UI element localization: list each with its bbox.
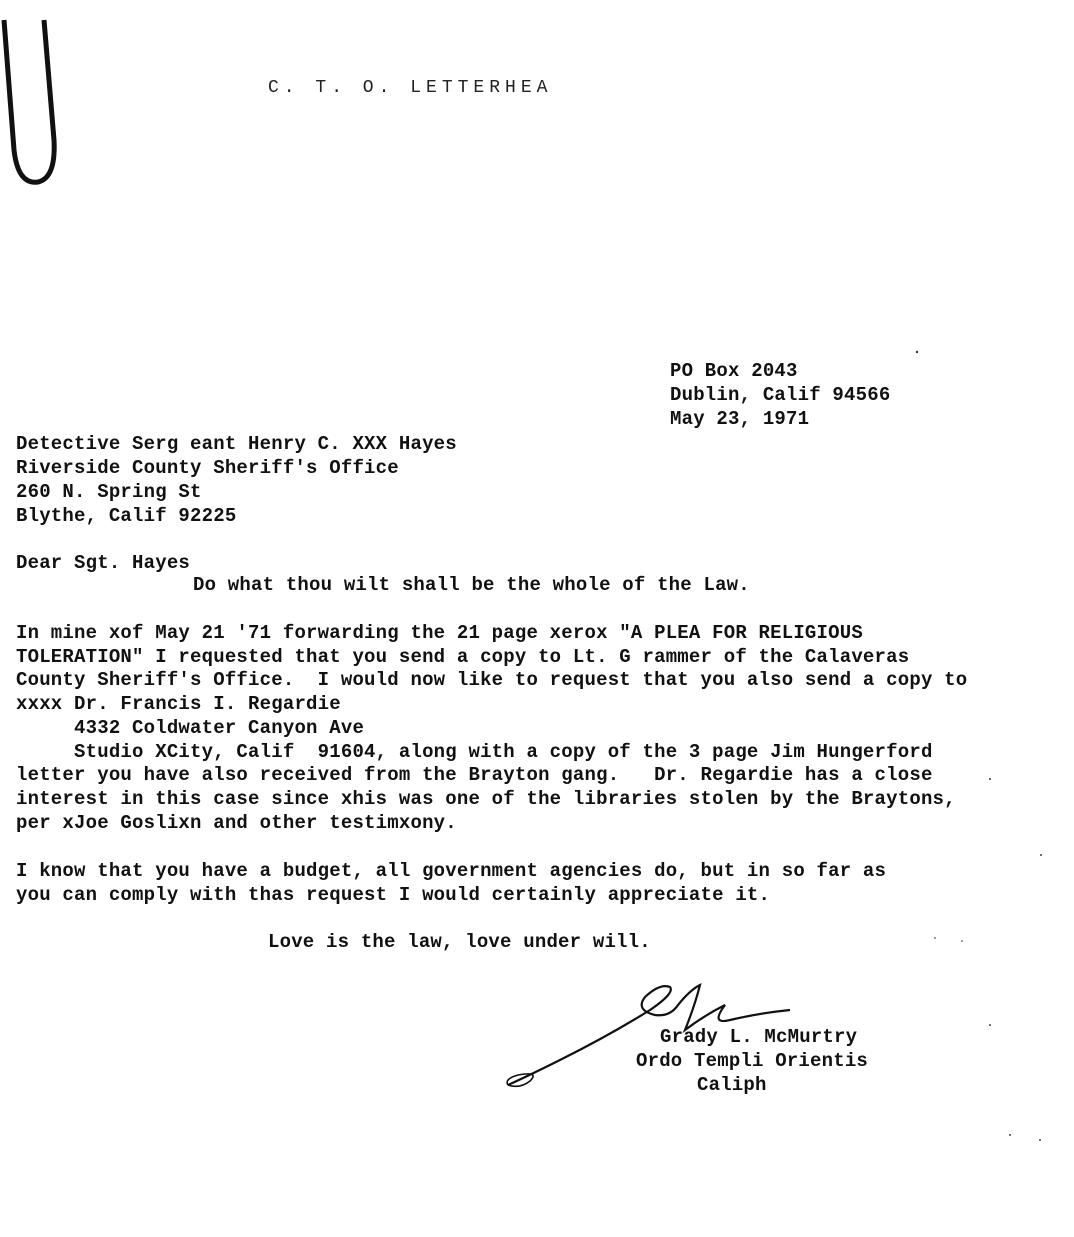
salutation: Dear Sgt. Hayes — [16, 552, 191, 574]
body-line: interest in this case since xhis was one of the libraries stolen by the Braytons, — [16, 788, 956, 810]
body-line: 4332 Coldwater Canyon Ave — [16, 717, 365, 739]
body-line: I know that you have a budget, all government agencies do, but in so far as — [16, 860, 887, 882]
body-line: per xJoe Goslixn and other testimxony. — [16, 812, 457, 834]
return-address-city: Dublin, Calif 94566 — [670, 384, 891, 406]
opening-line: Do what thou wilt shall be the whole of the Law. — [193, 574, 750, 596]
signature-name: Grady L. McMurtry — [660, 1026, 858, 1048]
letter-date: May 23, 1971 — [670, 408, 810, 430]
body-line: In mine xof May 21 '71 forwarding the 21 page xerox "A PLEA FOR RELIGIOUS — [16, 622, 863, 644]
signature-title: Caliph — [697, 1074, 767, 1096]
body-line: County Sheriff's Office. I would now like to request that you also send a copy to — [16, 669, 968, 691]
closing-line: Love is the law, love under will. — [268, 931, 651, 953]
recipient-name: Detective Serg eant Henry C. XXX Hayes — [16, 433, 457, 455]
recipient-street: 260 N. Spring St — [16, 481, 202, 503]
letterhead: C. T. O. LETTERHEA — [268, 78, 553, 98]
return-address-po-box: PO Box 2043 — [670, 360, 798, 382]
recipient-office: Riverside County Sheriff's Office — [16, 457, 399, 479]
body-line: Studio XCity, Calif 91604, along with a copy of the 3 page Jim Hungerford — [16, 741, 933, 763]
signature-org: Ordo Templi Orientis — [636, 1050, 869, 1072]
recipient-city: Blythe, Calif 92225 — [16, 505, 237, 527]
body-line: xxxx Dr. Francis I. Regardie — [16, 693, 341, 715]
body-line: letter you have also received from the Brayton gang. Dr. Regardie has a close — [16, 764, 933, 786]
body-line: TOLERATION" I requested that you send a copy to Lt. G rammer of the Calaveras — [16, 646, 910, 668]
body-line: you can comply with thas request I would certainly appreciate it. — [16, 884, 771, 906]
